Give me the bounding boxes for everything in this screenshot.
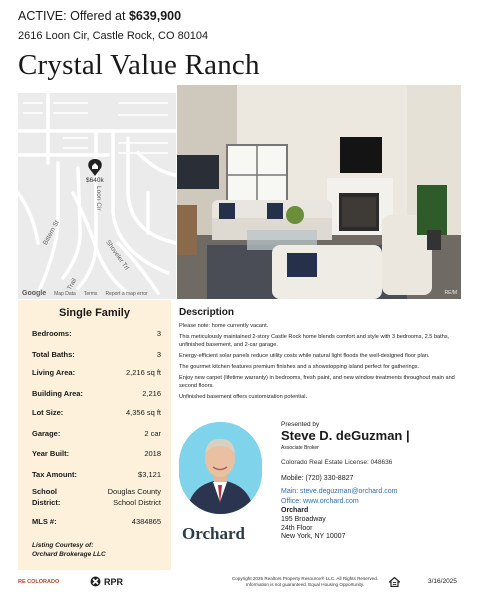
- description-paragraph: The gourmet kitchen features premium finishes and a showstopping island perfect for gatherings.: [179, 363, 420, 370]
- fact-row-school-district: [32, 486, 161, 508]
- equal-housing-icon: [389, 577, 400, 587]
- location-map[interactable]: [18, 93, 176, 299]
- office-name: Orchard: [281, 507, 309, 514]
- google-logo: Google: [22, 290, 47, 297]
- agent-avatar: [179, 422, 262, 514]
- description-body: [179, 323, 463, 405]
- fact-label: MLS #:: [32, 517, 57, 526]
- street-label-loon: Loon Cir: [95, 186, 102, 211]
- property-type: Single Family: [59, 307, 130, 319]
- fact-label: Tax Amount:: [32, 470, 77, 479]
- fact-value: 2 car: [144, 429, 161, 438]
- office-website-link[interactable]: Office: www.orchard.com: [281, 498, 359, 505]
- description-paragraph: Enjoy new carpet (lifetime warranty) in bedrooms, fresh paint, and new window treatments throughout main and second floors.: [179, 374, 455, 389]
- property-title: Crystal Value Ranch: [18, 49, 260, 81]
- photo-credit: RE/M: [444, 290, 457, 296]
- re-colorado-logo: RE COLORADO: [18, 579, 60, 585]
- description-paragraph: Unfinished basement offers customization potential.: [179, 393, 308, 400]
- fact-row-bedrooms: [32, 329, 161, 338]
- street-label-shoveler: Shoveler Trl: [104, 239, 130, 272]
- fact-value-line1: Douglas County: [107, 487, 161, 496]
- map-report-link[interactable]: Report a map error: [105, 290, 148, 297]
- fact-label: Building Area:: [32, 389, 83, 398]
- description-paragraph: This meticulously maintained 2-story Castle Rock home blends comfort and style with 3 bedrooms, 2.5 baths, unfinished basement, and 2-car garage.: [179, 334, 450, 348]
- description-heading: Description: [179, 307, 235, 318]
- rpr-logo: [90, 576, 123, 587]
- rpr-icon: [90, 576, 101, 587]
- living-room-image: [177, 85, 461, 299]
- fact-label: [32, 486, 60, 508]
- presented-by-label: Presented by: [281, 421, 320, 428]
- courtesy-brokerage: Orchard Brokerage LLC: [32, 551, 106, 558]
- fact-value: 2,216 sq ft: [125, 368, 161, 377]
- fact-label: Bedrooms:: [32, 329, 72, 338]
- fact-row-lot-size: [32, 408, 161, 417]
- courtesy-label: Listing Courtesy of:: [32, 542, 94, 549]
- fact-row-building-area: [32, 389, 161, 398]
- report-date: 3/16/2025: [428, 578, 457, 585]
- fact-label-line1: School: [32, 487, 58, 496]
- agent-license: Colorado Real Estate License: 048636: [281, 459, 393, 466]
- fact-row-tax-amount: [32, 470, 161, 479]
- fact-label: Year Built:: [32, 449, 70, 458]
- property-photo: [177, 85, 461, 299]
- map-data-link[interactable]: Map Data: [54, 290, 76, 297]
- map-pin-price: $640k: [86, 177, 104, 184]
- fact-value: 4384865: [131, 517, 161, 526]
- agent-email-link[interactable]: Main: steve.deguzman@orchard.com: [281, 488, 398, 495]
- map-terms-link[interactable]: Terms: [83, 290, 98, 297]
- fact-value-line2: School District: [113, 498, 161, 507]
- fact-label: Garage:: [32, 429, 61, 438]
- property-address: 2616 Loon Cir, Castle Rock, CO 80104: [18, 30, 209, 42]
- listing-courtesy: [32, 541, 106, 559]
- description-paragraph: Energy-efficient solar panels reduce utility costs while natural light floods the well-designed floor plan.: [179, 352, 430, 359]
- fact-value: $3,121: [138, 470, 161, 479]
- fact-row-garage: [32, 429, 161, 438]
- orchard-logo: Orchard: [182, 524, 245, 543]
- copyright-line2: Information is not guaranteed. Equal Housing Opportunity.: [245, 581, 365, 587]
- fact-row-year-built: [32, 449, 161, 458]
- fact-value: 3: [156, 350, 161, 359]
- map-footer: [18, 288, 176, 299]
- property-facts-panel: [18, 300, 171, 570]
- fact-label-line2: District:: [32, 498, 61, 507]
- office-address-line2: 24th Floor: [281, 524, 313, 532]
- fact-row-mls: [32, 517, 161, 526]
- listing-price: $639,900: [128, 9, 182, 23]
- copyright-line1: Copyright 2025 Realtors Property Resource® LLC. All Rights Reserved.: [231, 576, 379, 581]
- fact-value: 2018: [144, 449, 161, 458]
- copyright-notice: [220, 576, 390, 587]
- fact-value: 3: [156, 329, 161, 338]
- fact-value: 4,356 sq ft: [125, 408, 161, 417]
- fact-value: 2,216: [142, 389, 161, 398]
- fact-value: [108, 486, 161, 508]
- agent-mobile[interactable]: Mobile: (720) 330-8827: [281, 475, 354, 482]
- agent-portrait: [179, 422, 262, 514]
- street-label-trail: Trail: [66, 277, 79, 292]
- rpr-text: RPR: [104, 576, 124, 587]
- status-prefix: ACTIVE: Offered at: [18, 9, 126, 23]
- agent-name: Steve D. deGuzman |: [281, 428, 410, 443]
- street-label-bittern: Bittern St: [42, 219, 61, 247]
- office-address-line1: 195 Broadway: [281, 516, 326, 523]
- agent-title: Associate Broker: [281, 445, 319, 451]
- fact-label: Living Area:: [32, 368, 76, 377]
- fact-label: Lot Size:: [32, 408, 64, 417]
- description-paragraph: Please note: home currently vacant.: [179, 323, 269, 329]
- fact-row-living-area: [32, 368, 161, 377]
- fact-label: Total Baths:: [32, 350, 75, 359]
- listing-status: [18, 9, 181, 23]
- fact-row-total-baths: [32, 350, 161, 359]
- office-address-line3: New York, NY 10007: [281, 533, 346, 541]
- office-address: [281, 516, 345, 542]
